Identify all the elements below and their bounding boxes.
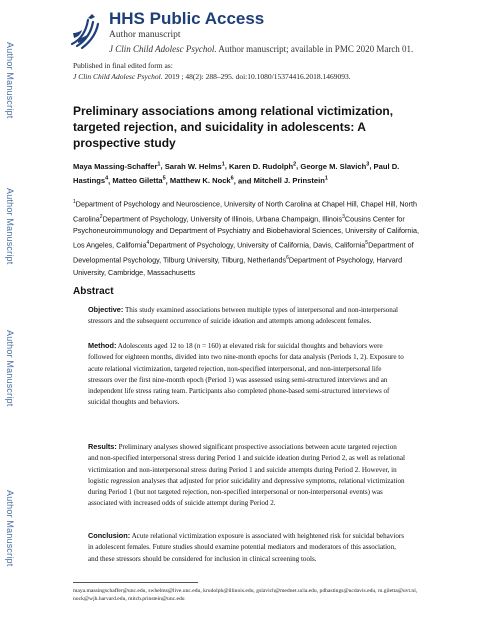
side-label-author-manuscript: Author Manuscript xyxy=(5,490,15,567)
hhs-public-access-title: HHS Public Access xyxy=(109,9,265,28)
affiliation-text: Department of Psychology, Harvard University, Cambridge, Massachusetts xyxy=(73,255,403,277)
author-manuscript-label: Author manuscript xyxy=(109,30,181,40)
author-name-text: Karen D. Rudolph xyxy=(228,161,294,171)
journal-name: J Clin Child Adolesc Psychol. xyxy=(73,71,163,81)
affiliation-number: 3 xyxy=(342,213,345,220)
hhs-eagle-logo-icon xyxy=(66,10,106,54)
author-name xyxy=(254,176,328,185)
journal-name: J Clin Child Adolesc Psychol. xyxy=(109,44,217,54)
author-emails-footnote: maya.massingschaffer@unc.edu, swhelms@live.unc.edu, krudolph@illinois.edu, gslavich@mednet.ucla.edu, pdhastings@ucdavis.edu, m.giletta@uvt.nl, nock@wjh.harvard.edu, mitch.prinstein@unc.edu xyxy=(73,588,418,603)
abstract-heading: Abstract xyxy=(73,286,114,297)
author-name-text: Matthew K. Nock xyxy=(169,176,231,186)
method-text-a: Adolescents aged 12 to 18 ( xyxy=(117,342,197,350)
author-name xyxy=(73,162,160,171)
affiliation-text: Cousins Center for Psychoneuroimmunology and Department of Psychiatry and Biobehavioral Sciences, University of California, Los Angeles, California xyxy=(73,213,419,250)
author-affiliation-number: 4 xyxy=(105,175,109,182)
objective-text: This study examined associations between multiple types of interpersonal and non-interpersonal stressors and the subsequent occurrence of suicide ideation and attempts among adolescent females. xyxy=(88,306,398,326)
author-affiliation-number: 1 xyxy=(157,161,161,167)
author-affiliation-number: 1 xyxy=(221,161,225,167)
affiliation-text: Department of Psychology, University of Illinois, Urbana Champaign, Illinois xyxy=(102,213,343,223)
author-affiliation-number: 3 xyxy=(366,161,370,167)
citation-text: 2019 ; 48(2): 288–295. doi:10.1080/15374416.2018.1469093. xyxy=(164,71,351,81)
abstract-objective xyxy=(88,304,406,328)
author-name-text: Mitchell J. Prinstein xyxy=(253,176,325,186)
side-label-author-manuscript: Author Manuscript xyxy=(5,42,15,119)
publication-note xyxy=(73,61,351,82)
affiliation-number: 4 xyxy=(146,240,150,247)
method-n-symbol: n xyxy=(196,342,201,350)
footnote-divider xyxy=(73,582,198,583)
author-affiliation-number: 5 xyxy=(162,175,166,182)
author-affiliation-number: 6 xyxy=(230,175,234,182)
affiliation-text: Department of Psychology and Neuroscience, University of North Carolina at Chapel Hill, Chapel Hill, North Carolina xyxy=(73,199,417,223)
author-list: Maya Massing-Schaffer$^1$, Sarah W. Helms$^1$, Karen D. Rudolph$^2$, George M. Slavich$^3$, Paul D. Hastings$^4$, Matteo Giletta$^5$, Matthew K. Nock$^6$, and Mitchell J. Prinstein$^1$ xyxy=(73,161,400,186)
author-name-text: Sarah W. Helms xyxy=(164,161,222,171)
affiliation-text: Department of Developmental Psychology, Tilburg University, Tilburg, Netherlands xyxy=(73,240,414,265)
method-text-b: = 160) at elevated risk for suicidal thoughts and behaviors were followed for eighteen months, divided into two nine-month epochs for data analysis (Periods 1, 2). Exposure to acute relational victimization, targeted rejection, non-specified interpersonal, and non-interpersonal life stressors over the first nine-month epoch (Period 1) was assessed using semi-structured interviews and an independent life stress rating team. Participants also completed phone-based semi-structured interviews of suicidal thoughts and behaviors. xyxy=(88,342,404,407)
availability-line xyxy=(109,44,413,54)
published-label: Published in final edited form as: xyxy=(73,61,173,70)
method-label: Method: xyxy=(88,341,117,350)
abstract-results xyxy=(88,441,406,510)
affiliation-number: 1 xyxy=(73,199,76,205)
author-name-text: Matteo Giletta xyxy=(112,176,163,186)
abstract-conclusion xyxy=(88,530,406,565)
affiliation-number: 5 xyxy=(365,240,369,247)
results-label: Results: xyxy=(88,442,117,451)
author-name xyxy=(300,162,369,171)
side-label-author-manuscript: Author Manuscript xyxy=(5,188,15,265)
conclusion-label: Conclusion: xyxy=(88,531,131,540)
affiliation-number: 6 xyxy=(286,254,289,261)
affiliation-list xyxy=(73,196,423,279)
author-affiliation-number: 1 xyxy=(324,175,328,182)
conclusion-text: Acute relational victimization exposure is associated with heightened risk for suicidal behaviors in adolescent females. Future studies should examine potential mediators and moderators of this association, and these stressors should be considered for inclusion in clinical screening tools. xyxy=(88,532,404,563)
author-name xyxy=(229,162,296,171)
results-text: Preliminary analyses showed significant prospective associations between acute targeted rejection and non-specified interpersonal stress during Period 1 and suicide ideation during Period 2, as well as relational victimization and non-interpersonal stress during Period 1 and suicide attempts during Period 2. However, in logistic regression analyses that adjusted for prior suicidality and depressive symptoms, relational victimization during Period 1 (but not targeted rejection, non-specified interpersonal or non-interpersonal events) was associated with increased odds of suicide attempt during Period 2. xyxy=(88,443,405,508)
paper-title: Preliminary associations among relational victimization, targeted rejection, and suicidality in adolescents: A prospective study xyxy=(73,104,394,150)
affiliation-text: Department of Psychology, University of California, Davis, California xyxy=(149,240,366,250)
author-name xyxy=(165,162,225,171)
availability-text: Author manuscript; available in PMC 2020 March 01. xyxy=(218,44,414,54)
affiliation-number: 2 xyxy=(99,213,103,220)
author-name-text: Maya Massing-Schaffer xyxy=(73,161,158,171)
author-name xyxy=(170,176,234,185)
author-name xyxy=(112,176,165,185)
objective-label: Objective: xyxy=(88,305,124,314)
author-name-text: George M. Slavich xyxy=(300,161,367,171)
abstract-method xyxy=(88,340,406,409)
citation-line xyxy=(73,72,351,83)
author-affiliation-number: 2 xyxy=(293,161,297,167)
author-name-text: Paul D. Hastings xyxy=(73,161,400,186)
side-label-author-manuscript: Author Manuscript xyxy=(5,330,15,407)
